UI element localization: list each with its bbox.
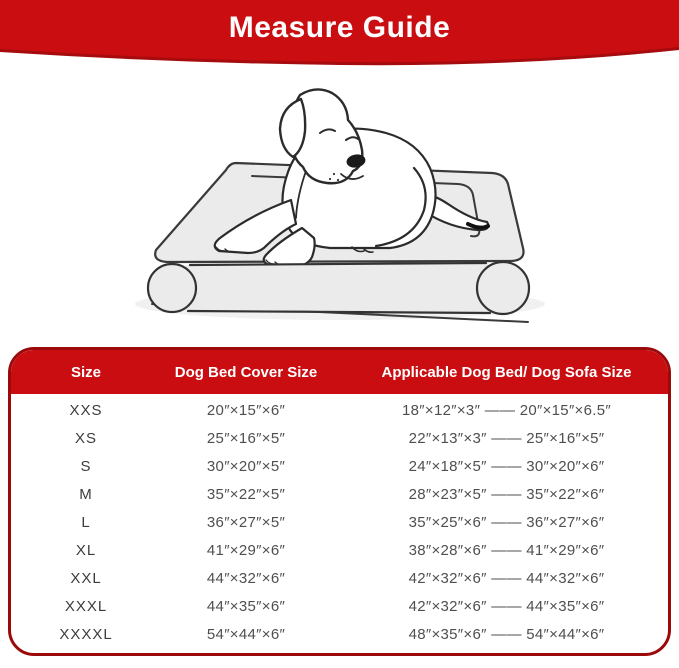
table-row	[11, 592, 668, 620]
cover-size-cell: 20″×15″×6″	[206, 402, 286, 420]
size-table-body	[11, 394, 668, 653]
table-row	[11, 453, 668, 481]
applicable-size-cell: 48″×35″×6″ —— 54″×44″×6″	[408, 625, 605, 643]
applicable-size-cell: 28″×23″×5″ —— 35″×22″×6″	[408, 486, 605, 504]
size-cell: XXXXL	[59, 625, 113, 643]
applicable-size-cell: 18″×12″×3″ —— 20″×15″×6.5″	[402, 402, 611, 420]
applicable-size-cell: 24″×18″×5″ —— 30″×20″×6″	[408, 458, 605, 476]
table-row	[11, 425, 668, 453]
applicable-size-cell: 42″×32″×6″ —— 44″×35″×6″	[408, 597, 605, 615]
applicable-size-cell: 22″×13″×3″ —— 25″×16″×5″	[408, 430, 605, 448]
size-table-header	[11, 350, 668, 394]
table-row	[11, 481, 668, 509]
cover-size-cell: 44″×35″×6″	[206, 597, 286, 615]
cover-size-cell: 25″×16″×5″	[206, 430, 286, 448]
dog-ear	[280, 99, 305, 157]
col-header-size: Size	[70, 363, 101, 381]
size-cell: XS	[74, 430, 97, 448]
cover-size-cell: 30″×20″×5″	[206, 458, 286, 476]
bed-front-bolster	[148, 262, 529, 314]
size-cell: M	[79, 486, 93, 504]
size-cell: XXXL	[64, 597, 108, 615]
cover-size-cell: 35″×22″×5″	[206, 486, 286, 504]
page-title: Measure Guide	[228, 11, 451, 44]
table-row	[11, 509, 668, 537]
size-table	[8, 347, 671, 656]
table-row	[11, 397, 668, 425]
cover-size-cell: 41″×29″×6″	[206, 541, 286, 559]
table-row	[11, 620, 668, 648]
table-row	[11, 564, 668, 592]
size-cell: L	[81, 514, 91, 531]
cover-size-cell: 36″×27″×5″	[206, 514, 286, 531]
applicable-size-cell: 38″×28″×6″ —— 41″×29″×6″	[408, 541, 605, 559]
size-cell: XXS	[69, 402, 103, 420]
size-cell: S	[80, 458, 92, 476]
cover-size-cell: 54″×44″×6″	[206, 625, 286, 643]
table-row	[11, 536, 668, 564]
size-cell: XXL	[70, 569, 102, 587]
size-cell: XL	[75, 541, 97, 559]
col-header-applicable-size: Applicable Dog Bed/ Dog Sofa Size	[381, 363, 632, 381]
cover-size-cell: 44″×32″×6″	[206, 569, 286, 587]
applicable-size-cell: 35″×25″×6″ —— 36″×27″×6″	[408, 514, 605, 531]
col-header-cover-size: Dog Bed Cover Size	[174, 363, 318, 381]
applicable-size-cell: 42″×32″×6″ —— 44″×32″×6″	[408, 569, 605, 587]
